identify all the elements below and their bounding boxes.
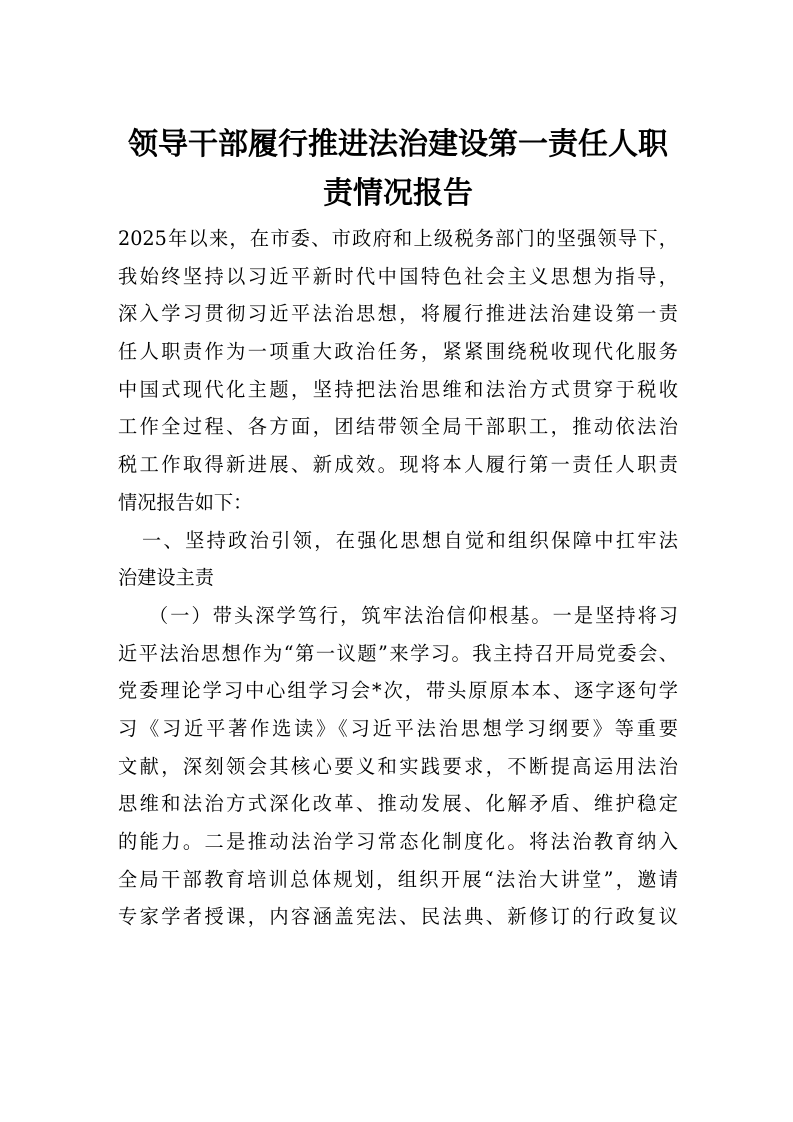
body-line: 我始终坚持以习近平新时代中国特色社会主义思想为指导， xyxy=(118,264,678,288)
body-line: 文献，深刻领会其核心要义和实践要求，不断提高运用法治 xyxy=(118,754,678,778)
document-title-line-1: 领导干部履行推进法治建设第一责任人职 xyxy=(128,127,668,162)
document-title-line-2: 责情况报告 xyxy=(323,176,473,211)
body-line: 全局干部教育培训总体规划，组织开展“法治大讲堂”，邀请 xyxy=(118,867,678,891)
body-line: 税工作取得新进展、新成效。现将本人履行第一责任人职责 xyxy=(118,453,678,477)
body-line: 的能力。二是推动法治学习常态化制度化。将法治教育纳入 xyxy=(118,830,678,853)
section-heading-line: 治建设主责 xyxy=(118,566,214,590)
body-line: 工作全过程、各方面，团结带领全局干部职工，推动依法治 xyxy=(118,415,678,439)
document-body xyxy=(118,220,678,936)
body-line: （一）带头深学笃行，筑牢法治信仰根基。一是坚持将习 xyxy=(149,603,678,627)
body-line: 党委理论学习中心组学习会*次，带头原原本本、逐字逐句学 xyxy=(118,679,678,703)
body-line: 深入学习贯彻习近平法治思想，将履行推进法治建设第一责 xyxy=(118,302,678,326)
body-line: 专家学者授课，内容涵盖宪法、民法典、新修订的行政复议 xyxy=(118,905,678,929)
body-line: 思维和法治方式深化改革、推动发展、化解矛盾、维护稳定 xyxy=(118,792,678,816)
body-line: 2025年以来，在市委、市政府和上级税务部门的坚强领导下， xyxy=(118,227,678,250)
body-line: 中国式现代化主题，坚持把法治思维和法治方式贯穿于税收 xyxy=(118,377,678,401)
body-line: 近平法治思想作为“第一议题”来学习。我主持召开局党委会、 xyxy=(118,641,678,665)
body-line: 习《习近平著作选读》《习近平法治思想学习纲要》等重要 xyxy=(118,716,678,740)
section-heading-line: 一、坚持政治引领，在强化思想自觉和组织保障中扛牢法 xyxy=(142,528,678,552)
body-line: 任人职责作为一项重大政治任务，紧紧围绕税收现代化服务 xyxy=(118,340,678,364)
body-line: 情况报告如下： xyxy=(118,490,253,514)
